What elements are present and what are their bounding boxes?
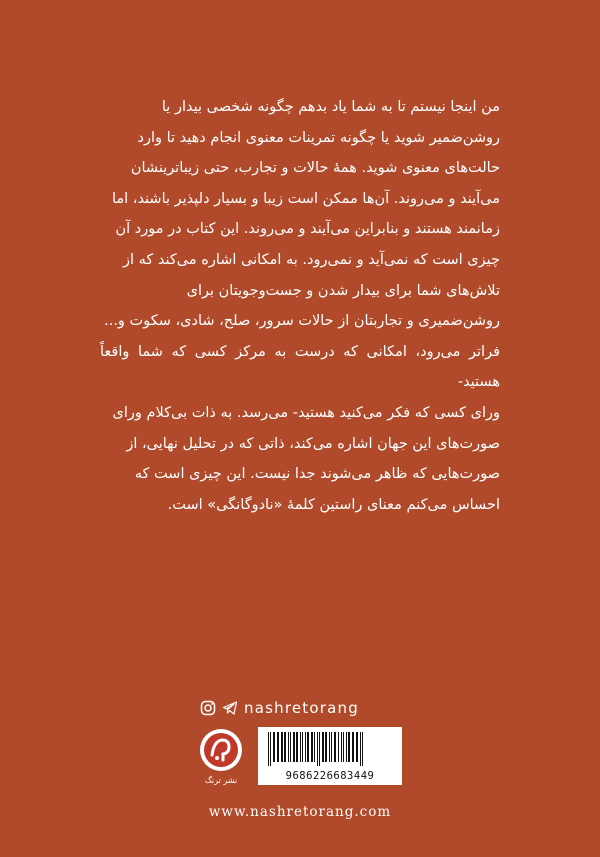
barcode-bar: [284, 732, 286, 762]
barcode-bars: [266, 732, 394, 766]
barcode-bar: [362, 732, 363, 766]
blurb-line: من اینجا نیستم تا به شما یاد بدهم چگونه شخصی بیدار یا: [161, 99, 500, 115]
barcode-bar: [341, 732, 342, 762]
blurb-line: صورت‌هایی که ظاهر می‌شوند جدا نیست. این چیزی است که: [134, 466, 500, 483]
barcode-bar: [273, 732, 275, 762]
blurb-line: می‌آیند و می‌روند. آن‌ها ممکن است زیبا و بسیار دلپذیر باشند، اما: [111, 190, 500, 207]
social-handle[interactable]: nashretorang: [244, 699, 359, 717]
instagram-icon[interactable]: [200, 700, 216, 716]
barcode-bar: [290, 732, 291, 762]
barcode-bar: [296, 732, 298, 762]
blurb-line: احساس می‌کنم معنای راستین کلمهٔ «نادوگانگی» است.: [167, 496, 500, 513]
barcode-bar: [270, 732, 271, 766]
barcode-bar: [302, 732, 303, 762]
blurb-line: ورای کسی که فکر می‌کنید هستید- می‌رسد. به ذات بی‌کلام ورای: [112, 404, 500, 421]
barcode-bar: [356, 732, 358, 762]
barcode-bar: [293, 732, 295, 762]
telegram-icon[interactable]: [222, 700, 238, 716]
blurb-line: تلاش‌های شما برای بیدار شدن و جست‌وجویتان برای: [186, 282, 500, 299]
blurb-line: فراتر می‌رود، امکانی که درست به مرکز کسی که شما واقعاً هستید-: [100, 343, 500, 391]
barcode-bar: [360, 732, 361, 766]
blurb-line: روشن‌ضمیری و تجاربتان از حالات سرور، صلح، شادی، سکوت و...: [104, 313, 500, 330]
barcode-bar: [338, 732, 339, 762]
blurb-text: [100, 92, 500, 520]
barcode-bar: [277, 732, 279, 762]
barcode: [258, 727, 402, 785]
barcode-bar: [317, 732, 318, 766]
barcode-bar: [319, 732, 320, 766]
barcode-bar: [329, 732, 330, 762]
barcode-bar: [307, 732, 309, 762]
barcode-bar: [325, 732, 327, 762]
barcode-bar: [281, 732, 283, 762]
blurb-line: حالت‌های معنوی شوید. همهٔ حالات و تجارب، حتی زیباترینشان: [130, 160, 500, 177]
barcode-number: 9686226683449: [285, 770, 375, 782]
blurb-line: روشن‌ضمیر شوید یا چگونه تمرینات معنوی انجام دهید تا وارد: [137, 129, 500, 146]
barcode-bar: [288, 732, 289, 762]
blurb-line: زمانمند هستند و بنابراین می‌آیند و می‌روند. این کتاب در مورد آن: [115, 221, 500, 238]
barcode-bar: [314, 732, 315, 762]
barcode-bar: [300, 732, 301, 762]
barcode-bar: [352, 732, 354, 762]
barcode-bar: [343, 732, 344, 762]
publisher-logo-caption: نشر ترنگ: [204, 776, 238, 785]
barcode-bar: [268, 732, 269, 766]
blurb-line: چیزی است که نمی‌آید و نمی‌رود. به امکانی اشاره می‌کند که از: [122, 251, 500, 268]
social-handle-row: [200, 697, 400, 719]
barcode-bar: [348, 732, 350, 762]
barcode-bar: [334, 732, 336, 762]
website-url[interactable]: www.nashretorang.com: [208, 804, 392, 820]
barcode-bar: [322, 732, 324, 762]
publisher-logo: [198, 727, 244, 789]
barcode-bar: [346, 732, 347, 762]
barcode-bar: [331, 732, 332, 762]
barcode-bar: [305, 732, 306, 762]
blurb-line: صورت‌های این جهان اشاره می‌کند، ذاتی که در تحلیل نهایی، از: [126, 435, 500, 452]
barcode-bar: [311, 732, 313, 762]
